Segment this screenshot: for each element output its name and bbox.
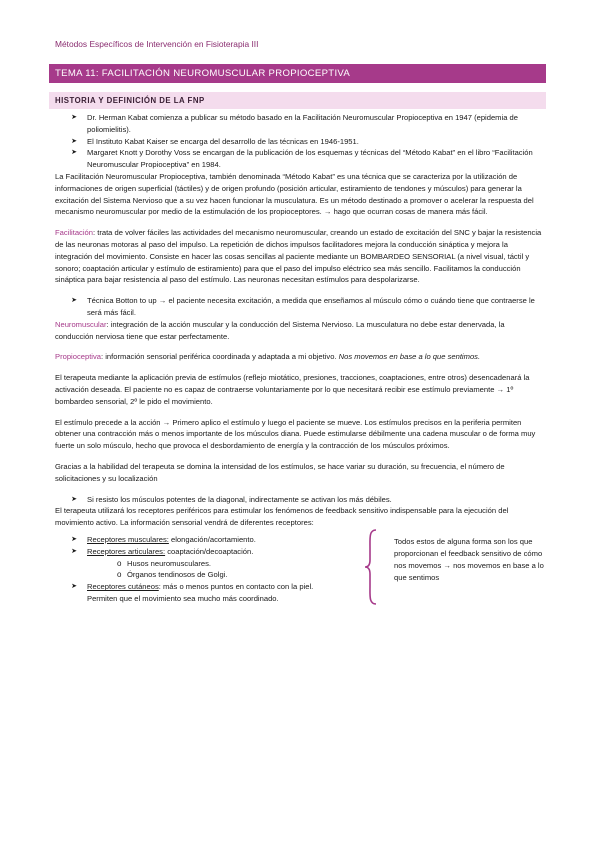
- curly-brace-icon: [363, 528, 379, 606]
- sub-item-husos: Husos neuromusculares.: [127, 558, 211, 568]
- side-note: Todos estos de alguna forma son los que proporcionan el feedback sensitivo de cómo nos movemos → nos movemos en base a lo que sentimos: [394, 536, 544, 582]
- habilidad-paragraph: Gracias a la habilidad del terapeuta se domina la intensidad de los estímulos, se hace variar su duración, su frecuencia, el número de solicitaciones y su localización: [55, 461, 505, 483]
- arrowhead-bullet-icon: ➤: [71, 137, 77, 145]
- neuromuscular-term: Neuromuscular: [55, 319, 107, 329]
- receptores-block: [55, 534, 545, 605]
- receptores-list: [55, 534, 335, 605]
- history-item-3: Margaret Knott y Dorothy Voss se encargan de la publicación de los esquemas y técnicas del “Método Kabat” en el libro “Facilitación Neuromuscular Propioceptiva” en 1984.: [87, 148, 533, 170]
- resisto-item: Si resisto los músculos potentes de la diagonal, indirectamente se activan los más débiles.: [87, 494, 392, 504]
- circle-bullet-icon: o: [117, 570, 122, 580]
- arrowhead-bullet-icon: ➤: [71, 114, 77, 121]
- definition-paragraph: La Facilitación Neuromuscular Propioceptiva, también denominada “Método Kabat” es una técnica que se caracteriza por la utilización de informaciones de origen superficial (táctiles) y de origen profundo (posición articular, estiramiento de tendones y músculos) para generar la excitación del Sistema Nervioso que a su vez hacen funcionar la musculatura. Es un método destinado a promover o acelerar la respuesta del mecanismo neuromuscular por medio de la estimulación de los propioceptores. → hago que ocurran cosas de manera más fácil.: [55, 171, 534, 217]
- facilitacion-term: Facilitación: [55, 228, 93, 238]
- list-item: [55, 147, 545, 171]
- arrowhead-bullet-icon: ➤: [71, 547, 77, 555]
- receptores-articulares-label: Receptores articulares:: [87, 546, 166, 556]
- list-item: [55, 581, 335, 605]
- propioceptiva-italic: Nos movemos en base a lo que sentimos.: [338, 352, 481, 362]
- list-item: [55, 136, 545, 148]
- list-item: [55, 112, 545, 136]
- facilitacion-paragraph: [55, 227, 545, 286]
- receptores-cutaneos-label: Receptores cutáneos: [87, 582, 159, 592]
- propioceptiva-term: Propioceptiva: [55, 352, 102, 362]
- arrowhead-bullet-icon: ➤: [71, 297, 77, 305]
- history-item-1: Dr. Herman Kabat comienza a publicar su método basado en la Facilitación Neuromuscular Propioceptiva en 1947 (epidemia de poliomielitis).: [87, 113, 518, 134]
- receptores-musculares-label: Receptores musculares:: [87, 534, 169, 544]
- receptores-cutaneos-text: : más o menos puntos en contacto con la piel. Permiten que el movimiento sea mucho más coordinado.: [87, 582, 314, 603]
- arrowhead-bullet-icon: ➤: [71, 149, 77, 157]
- receptores-paragraph: El terapeuta utilizará los receptores periféricos para estimular los fenómenos de feedback sensitivo indispensable para la ejecución del movimiento activo. La información sensorial vendrá de diferentes receptores:: [55, 506, 509, 528]
- page-header: Métodos Específicos de Intervención en Fisioterapia III: [55, 39, 259, 49]
- list-item: [55, 534, 335, 546]
- document-body: [55, 112, 545, 605]
- list-item: [55, 546, 335, 558]
- neuromuscular-paragraph: [55, 319, 545, 343]
- facilitacion-text: : trata de volver fáciles las actividades del mecanismo neuromuscular, creando un estado de excitación del SNC y bajar la resistencia de las neuronas motoras al paso del impulso. La repetición de dichos impulsos facilitadores mejora la conducción sináptica y mejora la integración del movimiento. Consiste en hacer las cosas sencillas al paciente mediante un BOMBARDEO SENSORIAL (a nivel visual, táctil y sonoro; coaptación articular y estímulo de estiramiento) para que el paso del impulso eléctrico sea más sencillo. Facilitamos la conducción sináptica para bajar resistencia al paso del estímulo. Las neuronas necesitan estímulos para despolarizarse.: [55, 228, 542, 285]
- arrowhead-bullet-icon: ➤: [71, 535, 77, 543]
- circle-bullet-icon: o: [117, 558, 122, 568]
- bottom-up-item: Técnica Botton to up → el paciente necesita excitación, a medida que enseñamos al músculo cómo o cuándo tiene que contraerse le será más fácil.: [87, 296, 535, 317]
- terapeuta-paragraph: El terapeuta mediante la aplicación previa de estímulos (reflejo miotático, presiones, tracciones, coaptaciones, entre otros) desencadenará la activación deseada. El paciente no es capaz de contraerse voluntariamente por lo que necesitará recibir ese estímulo previamente → 1º bombardeo sensorial, 2º le pido el movimiento.: [55, 373, 530, 406]
- receptores-articulares-text: coaptación/decoaptación.: [165, 546, 254, 556]
- arrowhead-bullet-icon: ➤: [71, 583, 77, 591]
- receptores-musculares-text: elongación/acortamiento.: [168, 534, 256, 544]
- section-heading: HISTORIA Y DEFINICIÓN DE LA FNP: [49, 92, 546, 109]
- neuromuscular-text: : integración de la acción muscular y la conducción del Sistema Nervioso. La musculatura no debe estar denervada, la conducción nerviosa tiene que estar perfectamente.: [55, 319, 505, 341]
- estimulo-paragraph: El estímulo precede a la acción → Primero aplico el estímulo y luego el paciente se mueve. Los estímulos precisos en la periferia permiten obtener una contracción más o menos importante de los músculos diana. Puede estimularse débilmente una cadena muscular o de forma muy fuerte un solo músculo, hecho que provoca el desbordamiento de energía y la contracción de los músculos próximos.: [55, 417, 536, 451]
- list-item: [55, 494, 545, 506]
- chapter-title: TEMA 11: FACILITACIÓN NEUROMUSCULAR PROPIOCEPTIVA: [49, 64, 546, 83]
- propioceptiva-text: : información sensorial periférica coordinada y adaptada a mi objetivo.: [101, 352, 339, 362]
- sub-list-item: [55, 558, 335, 570]
- list-item: [55, 295, 545, 319]
- history-item-2: El Instituto Kabat Kaiser se encarga del desarrollo de las técnicas en 1946-1951.: [87, 136, 359, 146]
- propioceptiva-paragraph: [55, 351, 545, 363]
- arrowhead-bullet-icon: ➤: [71, 495, 77, 503]
- sub-list-item: [55, 569, 335, 581]
- sub-item-golgi: Órganos tendinosos de Golgi.: [127, 570, 228, 580]
